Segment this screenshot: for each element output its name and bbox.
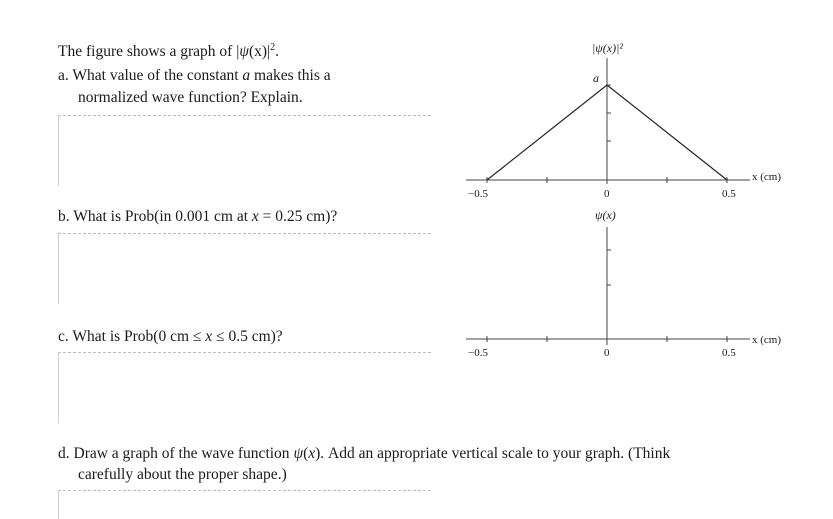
answer-box-a[interactable] [58,115,431,186]
answer-box-b[interactable] [58,233,431,304]
question-a-line1: a. What value of the constant a makes this a [58,67,331,84]
top-graph-x-label: x (cm) [752,171,782,183]
question-c: c. What is Prob(0 cm ≤ x ≤ 0.5 cm)? [58,328,283,345]
question-b-label: b. [58,208,70,225]
question-a-label: a. [58,67,69,84]
bottom-graph-y-label: ψ(x) [595,208,616,222]
question-d-line2: carefully about the proper shape.) [78,466,287,483]
bottom-graph-x-label: x (cm) [752,334,782,346]
question-d-line1: d. Draw a graph of the wave function ψ(x). Add an appropriate vertical scale to your graph. (Think [58,445,671,462]
probability-density-graph [440,30,800,200]
bottom-graph-tick-pos: 0.5 [722,347,736,359]
question-d-label: d. [58,445,70,462]
top-graph-tick-neg: −0.5 [468,188,488,200]
top-graph-tick-pos: 0.5 [722,188,736,200]
top-graph-tick-zero: 0 [604,188,610,200]
wave-function-graph[interactable] [440,205,800,365]
bottom-graph-tick-neg: −0.5 [468,347,488,359]
question-b: b. What is Prob(in 0.001 cm at x = 0.25 cm)? [58,208,338,225]
question-c-label: c. [58,328,69,345]
bottom-graph-tick-zero: 0 [604,347,610,359]
question-a-line2: normalized wave function? Explain. [78,89,303,106]
top-graph-y-label: |ψ(x)|² [592,41,623,55]
answer-box-c[interactable] [58,352,431,423]
intro-text: The figure shows a graph of $|\psi(x)|^2$. [58,42,280,61]
top-graph-peak-label: a [593,71,599,85]
answer-box-d[interactable] [58,490,431,519]
